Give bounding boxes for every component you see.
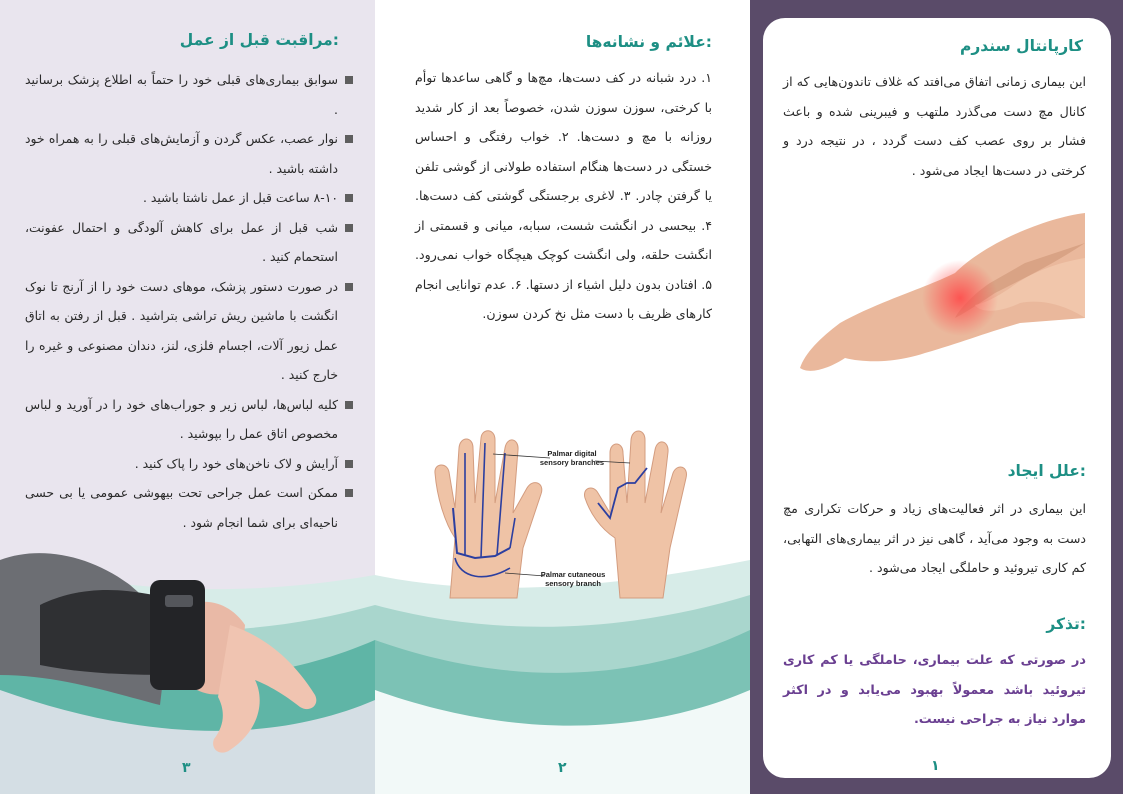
palm-hand-left [435,431,542,598]
section-heading-note: تذکر: [1046,615,1086,633]
wrist-pain-illustration [785,203,1085,393]
list-item: کلیه لباس‌ها، لباس زیر و جوراب‌های خود را در آورید و لباس مخصوص اتاق عمل را بپوشید . [25,390,353,449]
symptoms-text: ۱. درد شبانه در کف دست‌ها، مچ‌ها و گاهی ساعد‌ها توأم با کرختی، سوزن سوزن شدن، خصوصاً بعد از کار شدید روزانه با مچ و دست‌ها. ۲. خواب رفتگی و احساس خستگی در دست‌ها هنگام استفاده طولانی از گوشی تلفن یا گرفتن چادر. ۳. لاغری برجستگی گوشتی کف دست‌ها. ۴. بیحسی در انگشت شست، سبابه، میانی و قسمتی از انگشت حلقه، ولی انگشت کوچک هیچگاه خواب نمی‌رود. ۵. افتادن بدون دلیل اشیاء از دستها. ۶. عدم توانایی انجام کارهای ظریف با دست مثل نخ کردن سوزن. [415,70,713,321]
list-item: شب قبل از عمل برای کاهش آلودگی و احتمال عفونت، استحمام کنید . [25,213,353,272]
intro-text: این بیماری زمانی اتفاق می‌افتد که غلاف تاندون‌هایی که از کانال مچ دست می‌گذرد ملتهب و فیبرینی شده و باعث فشار بر روی عصب کف دست گردد ، در نتیجه درد و کرختی در دست‌ها ایجاد می‌شود . [783,74,1086,178]
preop-care-list [25,65,353,537]
list-item: ممکن است عمل جراحی تحت بیهوشی عمومی یا بی حسی ناحیه‌ای برای شما انجام شود . [25,478,353,537]
panel-carpal-tunnel [750,0,1123,794]
section-heading-causes: علل ایجاد: [1007,462,1086,480]
wrist-brace-illustration [0,525,330,785]
panel-preop-care [0,0,375,794]
label-cutaneous-2: sensory branch [545,579,601,588]
list-item: سوابق بیماری‌های قبلی خود را حتماً به اطلاع پزشک برسانید . [25,65,353,124]
causes-text: این بیماری در اثر فعالیت‌های زیاد و حرکات تکراری مچ دست به وجود می‌آید ، گاهی نیز در اثر بیماری‌های التهابی، کم کاری تیروئید و حاملگی ایجاد می‌شود . [783,501,1086,575]
label-cutaneous-1: Palmar cutaneous [540,570,606,579]
page-number: ۳ [182,760,191,776]
label-digital-1: Palmar digital [547,449,597,458]
label-digital-2: sensory branches [539,458,605,467]
section-heading-symptoms: علائم و نشانه‌ها: [585,33,712,51]
note-text: در صورتی که علت بیماری، حاملگی یا کم کاری تیروئید باشد معمولاً بهبود می‌یابد و در اکثر موارد نیاز به جراحی نیست. [783,653,1086,727]
content-card [763,18,1111,778]
list-item: در صورت دستور پزشک، موهای دست خود را از آرنج تا نوک انگشت با ماشین ریش تراشی بتراشید . قبل از رفتن به اتاق عمل زیور آلات، اجسام فلزی، لنز، دندان مصنوعی و غیره را خارج کنید . [25,272,353,390]
list-item: ۸-۱۰ ساعت قبل از عمل ناشتا باشید . [25,183,353,213]
list-item: آرایش و لاک ناخن‌های خود را پاک کنید . [25,449,353,479]
page-number: ۱ [931,758,940,774]
list-item: نوار عصب، عکس گردن و آزمایش‌های قبلی را به همراه خود داشته باشید . [25,124,353,183]
page-number: ۲ [558,760,567,776]
section-heading-preop: مراقبت قبل از عمل: [179,31,339,49]
page-title: کارپانتال سندرم [959,37,1083,55]
hand-nerve-diagram [415,428,715,603]
panel-symptoms [375,0,750,794]
